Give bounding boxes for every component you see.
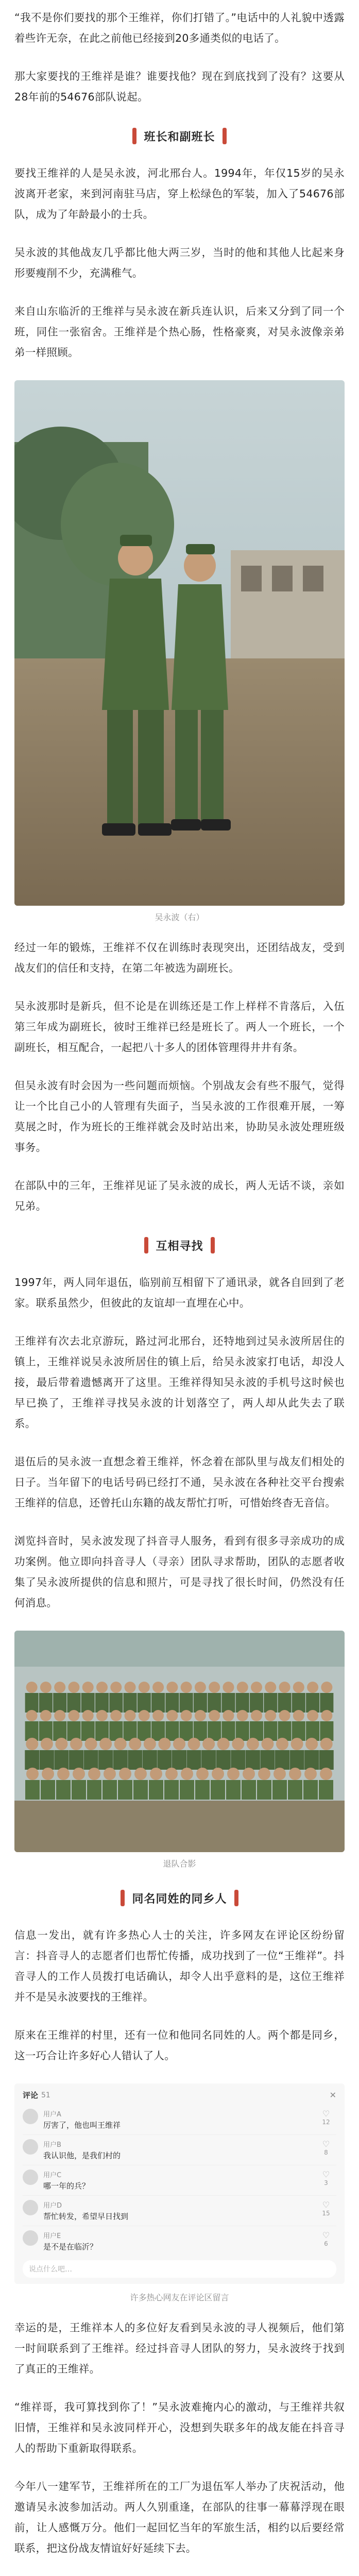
- group-person-body: [124, 1693, 137, 1713]
- group-person-head: [258, 1768, 270, 1780]
- group-person-head: [181, 1710, 192, 1721]
- s1-paragraph-7: 在部队中的三年，王维祥见证了吴永波的成长，两人无话不谈，亲如兄弟。: [14, 1179, 345, 1212]
- group-person-body: [257, 1780, 271, 1800]
- group-person-head: [279, 1710, 290, 1721]
- group-person-head: [68, 1710, 79, 1721]
- group-person-head: [305, 1738, 318, 1750]
- comment-text: 帮忙转发，希望早日找到: [43, 2212, 129, 2221]
- group-person-head: [26, 1768, 39, 1780]
- group-person-head: [247, 1738, 259, 1750]
- comment-text: 是不是在临沂？: [43, 2242, 98, 2251]
- group-person-body: [102, 1780, 117, 1800]
- group-person-head: [209, 1710, 220, 1721]
- group-person-body: [201, 1750, 216, 1770]
- group-person-body: [260, 1750, 275, 1770]
- group-person-head: [54, 1710, 65, 1721]
- section-heading-1: [14, 128, 345, 144]
- group-person-head: [321, 1682, 332, 1693]
- group-person-body: [54, 1750, 69, 1770]
- comment-text: 哪一年的兵？: [43, 2181, 90, 2191]
- s3-paragraph-4: “维祥哥，我可算找到你了！”吴永波难掩内心的激动，与王维祥共叙旧情，王维祥和吴永波同样开心，没想到失联多年的战友能在抖音寻人的帮助下重新取得联系。: [14, 2401, 345, 2454]
- comment-row[interactable]: [23, 2165, 336, 2196]
- group-person-head: [289, 1768, 301, 1780]
- group-person-body: [151, 1693, 165, 1713]
- group-person-body: [231, 1750, 245, 1770]
- like-button[interactable]: [316, 2109, 336, 2126]
- group-person-head: [152, 1682, 164, 1693]
- group-person-body: [180, 1780, 194, 1800]
- group-person-head: [293, 1682, 304, 1693]
- group-person-head: [307, 1682, 318, 1693]
- group-person-body: [128, 1750, 142, 1770]
- group-person-head: [57, 1768, 70, 1780]
- comment-header: [23, 2090, 336, 2100]
- group-person-body: [304, 1750, 319, 1770]
- avatar[interactable]: [23, 2200, 38, 2215]
- comment-body: [43, 2139, 316, 2161]
- s3-paragraph-5: 今年八一建军节，王维祥所在的工厂为退伍军人举办了庆祝活动，他邀请吴永波参加活动。两人久别重逢，在部队的往事一幕幕浮现在眼前，让人感慨万分。他们一起回忆当年的军旅生活，相约以后要经常联系，把这份战友情谊好好延续下去。: [14, 2480, 345, 2554]
- heading-bar-right: [223, 128, 227, 144]
- like-count: 15: [322, 2210, 330, 2217]
- group-person-head: [261, 1738, 273, 1750]
- group-person-head: [276, 1738, 288, 1750]
- s2-paragraph-3: 退伍后的吴永波一直想念着王维祥，怀念着在部队里与战友们相处的日子。当年留下的电话号码已经打不通，吴永波在各种社交平台搜索王维祥的信息，还曾托山东籍的战友帮忙打听，可惜始终杳无音信。: [14, 1455, 345, 1509]
- comment-body: [43, 2200, 316, 2222]
- group-person-body: [81, 1693, 95, 1713]
- group-person-body: [250, 1693, 263, 1713]
- group-person-head: [202, 1738, 215, 1750]
- group-person-head: [96, 1682, 108, 1693]
- group-person-head: [293, 1710, 304, 1721]
- section-title-3: 同名同姓的同乡人: [132, 1892, 227, 1906]
- like-button[interactable]: [316, 2170, 336, 2187]
- group-person-head: [237, 1710, 248, 1721]
- group-person-head: [166, 1682, 178, 1693]
- group-person-head: [82, 1682, 94, 1693]
- like-button[interactable]: [316, 2230, 336, 2247]
- group-person-head: [196, 1768, 209, 1780]
- s1-paragraph-1: 要找王维祥的人是吴永波，河北邢台人。1994年，年仅15岁的吴永波离开老家，来到河南驻马店，穿上松绿色的军装，加入了54676部队，成为了年龄最小的士兵。: [14, 167, 345, 221]
- intro-paragraph-1: “我不是你们要找的那个王维祥，你们打错了。”电话中的人礼貌中透露着些许无奈，在此之前他已经接到20多通类似的电话了。: [14, 11, 345, 44]
- group-person-head: [73, 1768, 85, 1780]
- photo-group-image: [14, 1631, 345, 1852]
- group-person-body: [56, 1780, 71, 1800]
- heart-icon: ♡: [322, 2139, 330, 2149]
- s1-paragraph-3: 来自山东临沂的王维祥与吴永波在新兵连认识，后来又分到了同一个班，同住一张宿舍。王维祥是个热心肠，性格豪爽，对吴永波像亲弟弟一样照顾。: [14, 305, 345, 359]
- comment-row[interactable]: [23, 2196, 336, 2226]
- heart-icon: ♡: [322, 2230, 330, 2240]
- group-person-body: [39, 1693, 53, 1713]
- s1-paragraph-6: 但吴永波有时会因为一些问题而烦恼。个别战友会有些不服气，觉得让一个比自己小的人管理有失面子，当吴永波的工作很难开展，一筹莫展之时，作为班长的王维祥就会及时站出来，协助吴永波处理班级事务。: [14, 1079, 345, 1154]
- comment-list: [23, 2105, 336, 2256]
- group-person-body: [211, 1780, 225, 1800]
- group-person-body: [98, 1750, 113, 1770]
- section-title-1: 班长和副班长: [144, 130, 215, 144]
- group-person-body: [40, 1750, 54, 1770]
- heart-icon: ♡: [322, 2170, 330, 2179]
- group-person-head: [54, 1682, 65, 1693]
- like-count: 6: [324, 2240, 328, 2247]
- intro-paragraph-2: 那大家要找的王维祥是谁？谁要找他？现在到底找到了没有？这要从28年前的54676部队说起。: [14, 70, 345, 103]
- group-person-head: [181, 1682, 192, 1693]
- heading-bar-right: [211, 1237, 215, 1253]
- group-person-head: [321, 1710, 332, 1721]
- group-person-body: [303, 1780, 318, 1800]
- group-person-head: [139, 1682, 150, 1693]
- group-person-body: [67, 1693, 80, 1713]
- group-person-head: [237, 1682, 248, 1693]
- photo-two-soldiers: [14, 380, 345, 906]
- group-person-head: [279, 1682, 290, 1693]
- group-person-head: [265, 1710, 276, 1721]
- comment-header-title: 评论: [23, 2091, 39, 2100]
- group-person-body: [216, 1750, 231, 1770]
- group-person-head: [26, 1738, 38, 1750]
- group-person-head: [265, 1682, 276, 1693]
- group-person-body: [275, 1750, 289, 1770]
- photo-caption-2: 退队合影: [163, 1859, 196, 1869]
- like-count: 8: [324, 2149, 328, 2156]
- comment-caption: 许多热心网友在评论区留言: [130, 2293, 229, 2302]
- group-person-head: [232, 1738, 244, 1750]
- comment-row[interactable]: [23, 2226, 336, 2256]
- group-person-body: [81, 1721, 95, 1741]
- photo-group: [14, 1631, 345, 1852]
- group-person-body: [272, 1780, 287, 1800]
- close-icon[interactable]: ✕: [329, 2090, 336, 2100]
- group-person-body: [164, 1780, 179, 1800]
- comment-text: 厉害了，他也叫王维祥: [43, 2121, 121, 2130]
- group-person-head: [99, 1738, 112, 1750]
- group-person-head: [217, 1738, 230, 1750]
- group-person-head: [320, 1768, 332, 1780]
- heading-bar-left: [121, 1890, 125, 1906]
- group-person-head: [223, 1682, 234, 1693]
- group-person-head: [134, 1768, 147, 1780]
- group-person-head: [42, 1768, 54, 1780]
- group-person-head: [209, 1682, 220, 1693]
- group-person-body: [319, 1780, 333, 1800]
- photo-caption-1: 吴永波（右）: [155, 912, 204, 922]
- heart-icon: ♡: [322, 2109, 330, 2119]
- group-person-head: [158, 1738, 170, 1750]
- heading-bar-left: [144, 1237, 148, 1253]
- group-person-body: [143, 1750, 157, 1770]
- group-person-body: [53, 1721, 66, 1741]
- group-person-head: [188, 1738, 200, 1750]
- s1-paragraph-4: 经过一年的锻炼，王维祥不仅在训练时表现突出，还团结战友，受到战友们的信任和支持，在第二年被选为副班长。: [14, 941, 345, 974]
- heading-bar-right: [234, 1890, 238, 1906]
- group-person-head: [82, 1710, 94, 1721]
- like-button[interactable]: [316, 2139, 336, 2156]
- group-person-head: [251, 1682, 262, 1693]
- group-person-body: [113, 1750, 128, 1770]
- heading-bar-left: [132, 128, 136, 144]
- group-person-head: [70, 1738, 82, 1750]
- group-person-body: [84, 1750, 98, 1770]
- comment-body: [43, 2109, 316, 2130]
- group-person-head: [88, 1768, 100, 1780]
- group-person-body: [194, 1721, 207, 1741]
- group-person-head: [165, 1768, 178, 1780]
- group-person-body: [95, 1693, 109, 1713]
- group-person-body: [195, 1780, 210, 1800]
- group-person-head: [320, 1738, 333, 1750]
- group-person-head: [195, 1682, 206, 1693]
- group-person-head: [26, 1710, 38, 1721]
- group-person-body: [242, 1780, 256, 1800]
- comment-user[interactable]: 用户D: [43, 2202, 62, 2210]
- like-count: 3: [324, 2179, 328, 2187]
- group-person-body: [72, 1780, 86, 1800]
- group-person-body: [194, 1693, 207, 1713]
- comment-input[interactable]: 说点什么吧…: [23, 2260, 336, 2278]
- group-person-body: [149, 1780, 163, 1800]
- group-person-head: [41, 1738, 53, 1750]
- group-person-head: [291, 1738, 303, 1750]
- group-person-head: [139, 1710, 150, 1721]
- comment-row[interactable]: [23, 2105, 336, 2135]
- comment-user[interactable]: 用户C: [43, 2172, 62, 2179]
- group-person-body: [290, 1750, 304, 1770]
- group-person-body: [278, 1693, 292, 1713]
- group-person-head: [227, 1768, 240, 1780]
- group-person-body: [208, 1693, 221, 1713]
- group-person-body: [165, 1693, 179, 1713]
- group-person-head: [144, 1738, 156, 1750]
- group-person-body: [320, 1693, 333, 1713]
- group-person-body: [69, 1750, 83, 1770]
- group-person-head: [273, 1768, 286, 1780]
- group-person-body: [138, 1693, 151, 1713]
- group-person-head: [243, 1768, 255, 1780]
- group-person-body: [180, 1721, 193, 1741]
- group-person-head: [223, 1710, 234, 1721]
- group-person-body: [165, 1721, 179, 1741]
- group-person-body: [319, 1750, 334, 1770]
- s1-paragraph-5: 吴永波那时是新兵，但不论是在训练还是工作上样样不肯落后，入伍第三年成为副班长，彼时王维祥已经是班长了。两人一个班长，一个副班长，相互配合，一起把八十多人的团体管理得井井有条。: [14, 1000, 345, 1054]
- group-person-head: [212, 1768, 224, 1780]
- group-person-body: [109, 1693, 123, 1713]
- group-person-head: [110, 1710, 122, 1721]
- group-person-head: [55, 1738, 67, 1750]
- group-person-body: [288, 1780, 302, 1800]
- section-title-2: 互相寻找: [156, 1240, 203, 1253]
- group-person-head: [68, 1682, 79, 1693]
- s1-paragraph-2: 吴永波的其他战友几乎都比他大两三岁，当时的他和其他人比起来身形要瘦削不少，充满稚气。: [14, 246, 345, 279]
- comment-user[interactable]: 用户B: [43, 2141, 61, 2149]
- group-person-body: [67, 1721, 80, 1741]
- s3-paragraph-3: 幸运的是，王维祥本人的多位好友看到吴永波的寻人视频后，他们第一时间联系到了王维祥。经过抖音寻人团队的努力，吴永波终于找到了真正的王维祥。: [14, 2321, 345, 2375]
- comment-user[interactable]: 用户E: [43, 2232, 61, 2240]
- comment-user[interactable]: 用户A: [43, 2111, 61, 2119]
- group-person-head: [104, 1768, 116, 1780]
- avatar[interactable]: [23, 2109, 38, 2124]
- group-person-head: [110, 1682, 122, 1693]
- avatar[interactable]: [23, 2170, 38, 2185]
- group-person-body: [278, 1721, 292, 1741]
- like-button[interactable]: [316, 2200, 336, 2217]
- group-person-body: [292, 1693, 305, 1713]
- group-person-head: [40, 1710, 52, 1721]
- s3-paragraph-1: 信息一发出，就有许多热心人士的关注，许多网友在评论区纷纷留言：抖音寻人的志愿者们也帮忙传播，成功找到了一位“王维祥”。抖音寻人的工作人员拨打电话确认，却令人出乎意料的是，这位王维祥并不是吴永波要找的王维祥。: [14, 1929, 345, 2003]
- group-person-body: [221, 1693, 235, 1713]
- group-person-body: [25, 1750, 39, 1770]
- group-person-body: [306, 1693, 319, 1713]
- group-person-body: [157, 1750, 172, 1770]
- group-person-head: [129, 1738, 141, 1750]
- group-person-head: [152, 1710, 164, 1721]
- group-person-body: [264, 1721, 277, 1741]
- avatar[interactable]: [23, 2139, 38, 2155]
- group-person-body: [236, 1693, 249, 1713]
- group-person-body: [264, 1693, 277, 1713]
- group-person-body: [151, 1721, 165, 1741]
- heart-icon: ♡: [322, 2200, 330, 2210]
- group-person-head: [307, 1710, 318, 1721]
- s2-paragraph-1: 1997年，两人同年退伍，临别前互相留下了通讯录，就各自回到了老家。联系虽然少，但彼此的友谊却一直埋在心中。: [14, 1276, 345, 1309]
- group-person-body: [246, 1750, 260, 1770]
- group-person-body: [25, 1693, 39, 1713]
- group-person-head: [173, 1738, 185, 1750]
- group-person-body: [172, 1750, 186, 1770]
- group-person-head: [304, 1768, 317, 1780]
- group-person-head: [40, 1682, 52, 1693]
- comment-count: 51: [41, 2091, 50, 2099]
- group-person-head: [166, 1710, 178, 1721]
- photo-two-soldiers-image: [14, 380, 345, 906]
- group-person-head: [119, 1768, 131, 1780]
- s2-paragraph-2: 王维祥有次去北京游玩，路过河北邢台，还特地到过吴永波所居住的镇上，王维祥说吴永波所居住的镇上后，给吴永波家打电话，却没人接，最后带着遗憾离开了这里。王维祥得知吴永波的手机号这时候也早已换了，王维祥寻找吴永波的计划落空了，两人却从此失去了联系。: [14, 1335, 345, 1430]
- group-person-head: [195, 1710, 206, 1721]
- s2-paragraph-4: 浏览抖音时，吴永波发现了抖音寻人服务，看到有很多寻亲成功的成功案例。他立即向抖音寻人（寻亲）团队寻求帮助，团队的志愿者收集了吴永波所提供的信息和照片，可是寻找了很长时间，仍然没有任何消息。: [14, 1535, 345, 1609]
- group-person-head: [150, 1768, 162, 1780]
- group-person-body: [226, 1780, 241, 1800]
- section-heading-2: [14, 1237, 345, 1253]
- s3-paragraph-2: 原来在王维祥的村里，还有一位和他同名同姓的人。两个都是同乡，这一巧合让许多好心人错认了人。: [14, 2029, 345, 2062]
- group-person-body: [180, 1693, 193, 1713]
- comment-text: 我认识他，是我们村的: [43, 2151, 121, 2160]
- group-person-head: [114, 1738, 127, 1750]
- group-person-head: [125, 1710, 136, 1721]
- group-person-head: [181, 1768, 193, 1780]
- group-person-body: [25, 1780, 40, 1800]
- group-person-body: [53, 1693, 66, 1713]
- section-heading-3: [14, 1890, 345, 1906]
- group-person-head: [125, 1682, 136, 1693]
- group-person-body: [87, 1780, 101, 1800]
- group-person-body: [187, 1750, 201, 1770]
- avatar[interactable]: [23, 2230, 38, 2246]
- group-person-head: [85, 1738, 97, 1750]
- group-person-body: [118, 1780, 132, 1800]
- group-person-head: [26, 1682, 38, 1693]
- comment-panel: [14, 2083, 345, 2284]
- comment-body: [43, 2170, 316, 2191]
- group-person-body: [133, 1780, 148, 1800]
- group-person-head: [96, 1710, 108, 1721]
- comment-body: [43, 2230, 316, 2252]
- group-person-body: [41, 1780, 55, 1800]
- group-person-head: [251, 1710, 262, 1721]
- group-person-body: [292, 1721, 305, 1741]
- like-count: 12: [322, 2119, 330, 2126]
- comment-row[interactable]: [23, 2135, 336, 2165]
